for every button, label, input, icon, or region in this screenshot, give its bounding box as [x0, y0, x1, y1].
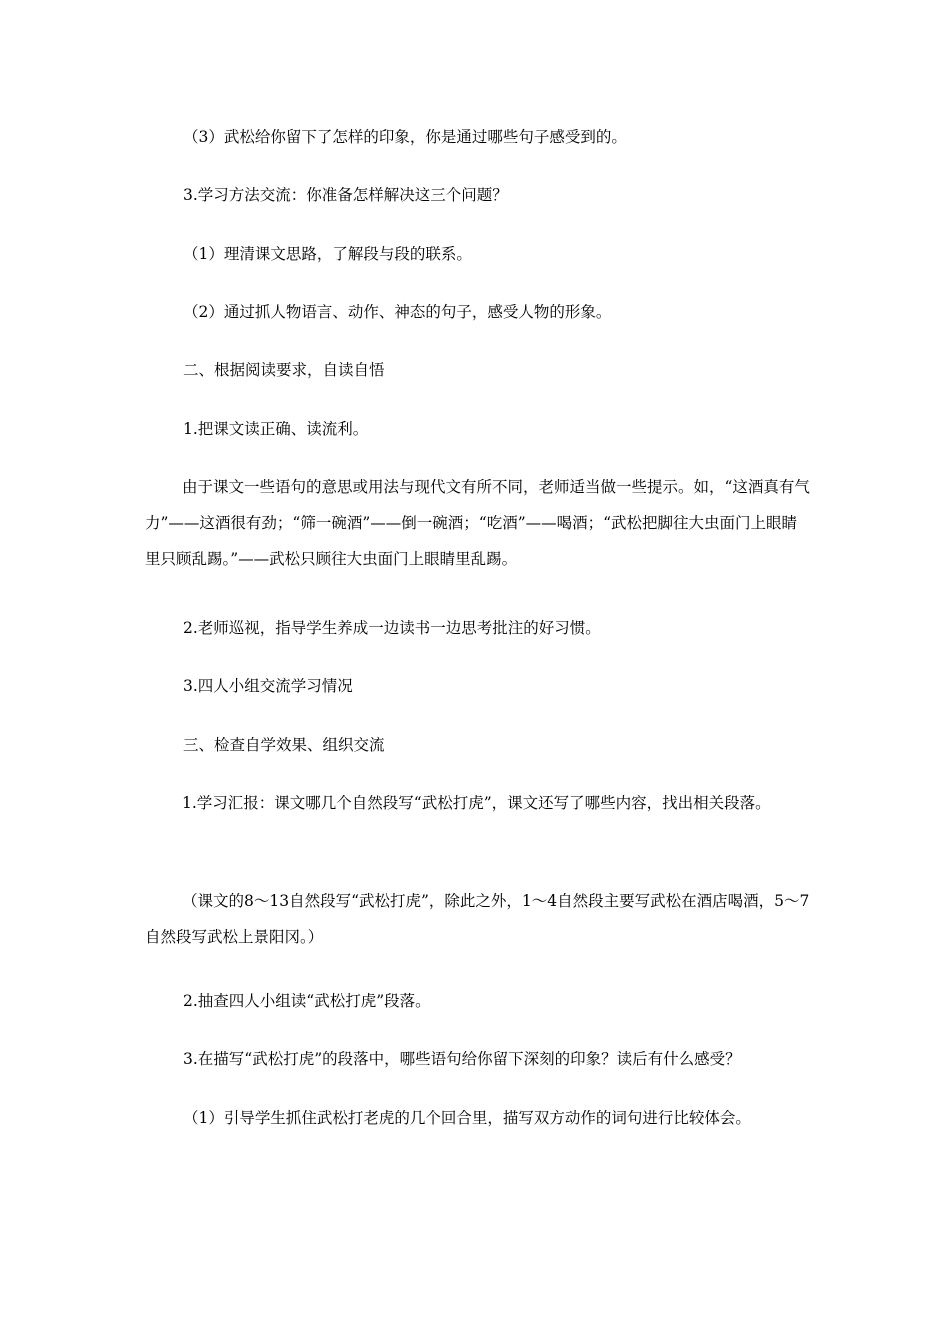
reading-step-3: 3.四人小组交流学习情况: [183, 677, 353, 695]
question-3-impression: （3）武松给你留下了怎样的印象，你是通过哪些句子感受到的。: [183, 128, 627, 146]
reading-step-2: 2.老师巡视，指导学生养成一边读书一边思考批注的好习惯。: [183, 619, 601, 637]
method-item-1: （1）理清课文思路，了解段与段的联系。: [183, 245, 472, 263]
method-item-2: （2）通过抓人物语言、动作、神态的句子，感受人物的形象。: [183, 303, 612, 321]
report-step-3: 3.在描写“武松打虎”的段落中，哪些语句给你留下深刻的印象？读后有什么感受？: [183, 1050, 741, 1068]
method-exchange-heading: 3.学习方法交流：你准备怎样解决这三个问题？: [183, 186, 508, 204]
section-heading-two: 二、根据阅读要求，自读自悟: [183, 361, 385, 379]
reading-hint-paragraph: 由于课文一些语句的意思或用法与现代文有所不同，老师适当做一些提示。如，“这酒真有气力”——这酒很有劲；“筛一碗酒”——倒一碗酒；“吃酒”——喝酒；“武松把脚往大虫面门上眼睛里只顾乱踢。”——武松只顾往大虫面门上眼睛里乱踢。: [145, 478, 810, 568]
report-answer-paragraph: （课文的8～13自然段写“武松打虎”，除此之外，1～4自然段主要写武松在酒店喝酒，5～7自然段写武松上景阳冈。）: [145, 892, 810, 946]
report-step-1: 1.学习汇报：课文哪几个自然段写“武松打虎”，课文还写了哪些内容，找出相关段落。: [182, 794, 771, 812]
section-heading-three: 三、检查自学效果、组织交流: [183, 736, 385, 754]
guide-item-1: （1）引导学生抓住武松打老虎的几个回合里，描写双方动作的词句进行比较体会。: [183, 1109, 751, 1127]
reading-step-1: 1.把课文读正确、读流利。: [183, 420, 369, 438]
report-step-2: 2.抽查四人小组读“武松打虎”段落。: [183, 992, 431, 1010]
